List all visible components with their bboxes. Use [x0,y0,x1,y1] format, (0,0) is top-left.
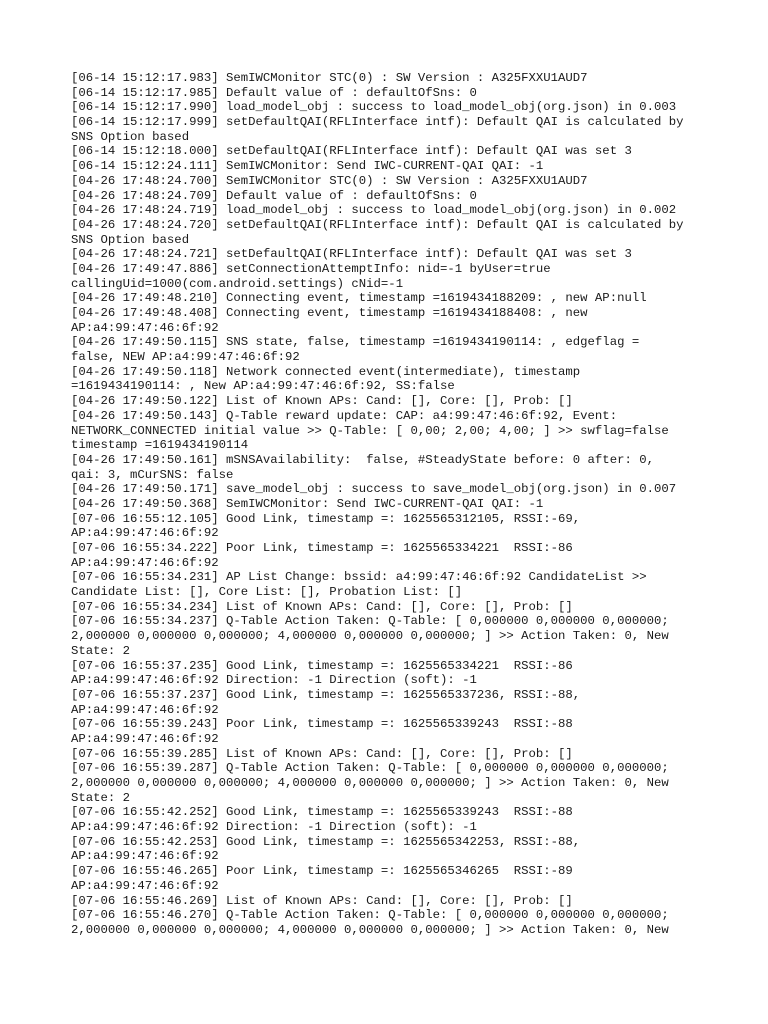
log-text-block [71,71,701,938]
log-line: 2,000000 0,000000 0,000000; 4,000000 0,000000 0,000000; ] >> Action Taken: 0, New [71,629,669,644]
log-line: [04-26 17:49:48.210] Connecting event, timestamp =1619434188209: , new AP:null [71,291,647,306]
log-line: [04-26 17:49:50.143] Q-Table reward update: CAP: a4:99:47:46:6f:92, Event: [71,408,618,423]
log-line: [06-14 15:12:17.999] setDefaultQAI(RFLInterface intf): Default QAI is calculated by [71,115,684,130]
log-line: [04-26 17:48:24.719] load_model_obj : success to load_model_obj(org.json) in 0.002 [71,203,677,218]
log-line: NETWORK_CONNECTED initial value >> Q-Table: [ 0,00; 2,00; 4,00; ] >> swflag=false [71,423,669,438]
log-line: [04-26 17:48:24.709] Default value of : defaultOfSns: 0 [71,188,477,203]
log-line: AP:a4:99:47:46:6f:92 Direction: -1 Direction (soft): -1 [71,673,477,688]
log-line: 2,000000 0,000000 0,000000; 4,000000 0,000000 0,000000; ] >> Action Taken: 0, New [71,776,669,790]
log-line: [07-06 16:55:39.287] Q-Table Action Taken: Q-Table: [ 0,000000 0,000000 0,000000; [71,761,669,776]
log-line: [07-06 16:55:46.269] List of Known APs: Cand: [], Core: [], Prob: [] [71,893,573,908]
log-line: [07-06 16:55:42.253] Good Link, timestamp =: 1625565342253, RSSI:-88, [71,834,581,849]
log-line: [06-14 15:12:18.000] setDefaultQAI(RFLInterface intf): Default QAI was set 3 [71,144,632,159]
log-line: [04-26 17:48:24.700] SemIWCMonitor STC(0) : SW Version : A325FXXU1AUD7 [71,173,588,188]
log-line: [07-06 16:55:34.237] Q-Table Action Taken: Q-Table: [ 0,000000 0,000000 0,000000; [71,614,669,629]
log-line: [07-06 16:55:42.252] Good Link, timestamp =: 1625565339243 RSSI:-88 [71,805,573,820]
log-line: AP:a4:99:47:46:6f:92 [71,555,219,570]
log-line: [04-26 17:49:48.408] Connecting event, timestamp =1619434188408: , new [71,306,588,320]
log-line: [06-14 15:12:17.985] Default value of : defaultOfSns: 0 [71,85,477,100]
log-line: qai: 3, mCurSNS: false [71,467,234,482]
log-line: AP:a4:99:47:46:6f:92 [71,320,219,335]
log-line: [04-26 17:49:50.122] List of Known APs: Cand: [], Core: [], Prob: [] [71,394,573,409]
log-line: State: 2 [71,790,131,805]
log-line: [07-06 16:55:37.235] Good Link, timestamp =: 1625565334221 RSSI:-86 [71,658,573,673]
log-line: [04-26 17:48:24.721] setDefaultQAI(RFLInterface intf): Default QAI was set 3 [71,247,632,262]
log-line: [04-26 17:49:50.115] SNS state, false, timestamp =1619434190114: , edgeflag = [71,335,640,350]
log-line: 2,000000 0,000000 0,000000; 4,000000 0,000000 0,000000; ] >> Action Taken: 0, New [71,922,669,937]
log-line: [04-26 17:48:24.720] setDefaultQAI(RFLInterface intf): Default QAI is calculated by [71,217,684,232]
log-line: AP:a4:99:47:46:6f:92 Direction: -1 Direction (soft): -1 [71,820,477,835]
log-line: false, NEW AP:a4:99:47:46:6f:92 [71,350,300,365]
log-line: AP:a4:99:47:46:6f:92 [71,731,219,746]
log-line: [07-06 16:55:39.243] Poor Link, timestamp =: 1625565339243 RSSI:-88 [71,717,573,732]
log-line: AP:a4:99:47:46:6f:92 [71,878,219,893]
log-line: callingUid=1000(com.android.settings) cNid=-1 [71,276,404,291]
log-line: [07-06 16:55:34.222] Poor Link, timestamp =: 1625565334221 RSSI:-86 [71,541,573,555]
log-line: [07-06 16:55:12.105] Good Link, timestamp =: 1625565312105, RSSI:-69, [71,511,581,526]
log-line: [07-06 16:55:39.285] List of Known APs: Cand: [], Core: [], Prob: [] [71,746,573,761]
log-line: [07-06 16:55:46.270] Q-Table Action Taken: Q-Table: [ 0,000000 0,000000 0,000000; [71,908,669,923]
log-line: SNS Option based [71,232,190,247]
log-line: Candidate List: [], Core List: [], Probation List: [] [71,585,463,600]
log-line: [07-06 16:55:37.237] Good Link, timestamp =: 1625565337236, RSSI:-88, [71,687,581,702]
log-line: [04-26 17:49:50.171] save_model_obj : success to save_model_obj(org.json) in 0.007 [71,482,677,497]
log-line: [07-06 16:55:34.231] AP List Change: bssid: a4:99:47:46:6f:92 CandidateList >> [71,570,647,585]
log-line: [04-26 17:49:50.161] mSNSAvailability: false, #SteadyState before: 0 after: 0, [71,452,654,467]
log-line: [04-26 17:49:50.368] SemIWCMonitor: Send IWC-CURRENT-QAI QAI: -1 [71,496,544,511]
log-line: [07-06 16:55:34.234] List of Known APs: Cand: [], Core: [], Prob: [] [71,599,573,614]
log-line: timestamp =1619434190114 [71,438,249,453]
log-line: [04-26 17:49:47.886] setConnectionAttemptInfo: nid=-1 byUser=true [71,261,551,276]
log-line: [06-14 15:12:17.990] load_model_obj : success to load_model_obj(org.json) in 0.003 [71,100,677,115]
log-line: [04-26 17:49:50.118] Network connected event(intermediate), timestamp [71,364,581,379]
log-line: State: 2 [71,643,131,658]
log-line: =1619434190114: , New AP:a4:99:47:46:6f:92, SS:false [71,379,455,394]
log-line: AP:a4:99:47:46:6f:92 [71,702,219,717]
log-line: AP:a4:99:47:46:6f:92 [71,849,219,864]
log-line: [06-14 15:12:24.111] SemIWCMonitor: Send IWC-CURRENT-QAI QAI: -1 [71,159,544,174]
log-line: AP:a4:99:47:46:6f:92 [71,526,219,541]
log-line: SNS Option based [71,129,190,144]
log-line: [07-06 16:55:46.265] Poor Link, timestamp =: 1625565346265 RSSI:-89 [71,864,573,879]
log-line: [06-14 15:12:17.983] SemIWCMonitor STC(0) : SW Version : A325FXXU1AUD7 [71,71,588,85]
